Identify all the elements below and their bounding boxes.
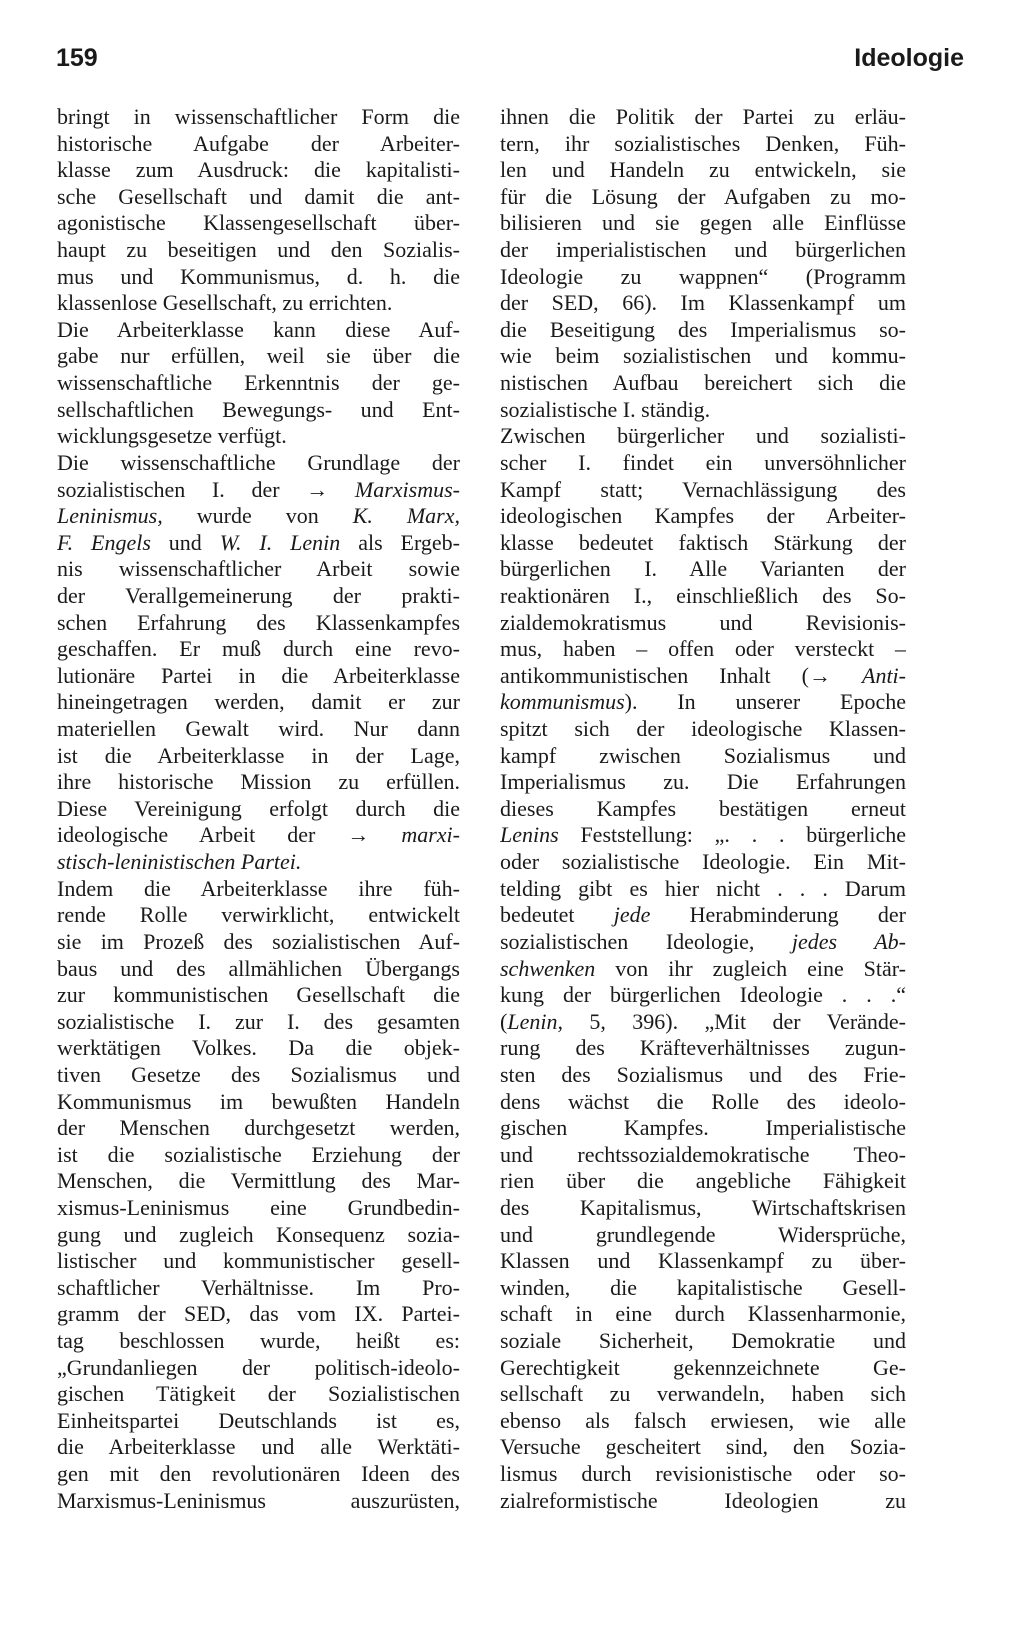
text-line <box>500 1009 906 1036</box>
text-line: oder sozialistische Ideologie. Ein Mit- <box>500 849 906 875</box>
text-line: soziale Sicherheit, Demokratie und <box>500 1328 906 1354</box>
text-line: sozialistische I. zur I. des gesamten <box>57 1008 460 1034</box>
text-line <box>500 663 906 690</box>
text-line: winden, die kapitalistische Gesell- <box>500 1274 906 1300</box>
text-line: ist die sozialistische Erziehung der <box>57 1141 460 1167</box>
text-line: rende Rolle verwirklicht, entwickelt <box>57 902 460 928</box>
text-segment: als Ergeb- <box>340 529 460 555</box>
text-line: scher I. findet ein unversöhnlicher <box>500 449 906 475</box>
text-line: telding gibt es hier nicht . . . Darum <box>500 875 906 901</box>
text-line: materiellen Gewalt wird. Nur dann <box>57 716 460 742</box>
text-line: „Grundanliegen der politisch-ideolo- <box>57 1354 460 1380</box>
text-line: und rechtssozialdemokratische Theo- <box>500 1141 906 1167</box>
text-line: wie beim sozialistischen und kommu- <box>500 343 906 369</box>
text-line: geschaffen. Er muß durch eine revo- <box>57 636 460 662</box>
italic-segment: jedes Ab- <box>791 928 906 954</box>
text-line: historische Aufgabe der Arbeiter- <box>57 130 460 156</box>
text-line: des Kapitalismus, Wirtschaftskrisen <box>500 1194 906 1220</box>
italic-segment: kommunismus <box>500 689 625 715</box>
text-line: Imperialismus zu. Die Erfahrungen <box>500 769 906 795</box>
text-line: Die Arbeiterklasse kann diese Auf- <box>57 316 460 342</box>
italic-segment: schwenken <box>500 955 596 981</box>
italic-segment: F. Engels <box>57 529 151 555</box>
text-line: kampf zwischen Sozialismus und <box>500 742 906 768</box>
text-line: sche Gesellschaft und damit die ant- <box>57 183 460 209</box>
text-line: ebenso als falsch erwiesen, wie alle <box>500 1407 906 1433</box>
italic-segment: Anti- <box>862 662 906 688</box>
text-line: Menschen, die Vermittlung des Mar- <box>57 1168 460 1194</box>
text-line: haupt zu beseitigen und den Sozialis- <box>57 237 460 263</box>
text-line: spitzt sich der ideologische Klassen- <box>500 716 906 742</box>
text-line: rien über die angebliche Fähigkeit <box>500 1168 906 1194</box>
text-line: gischen Kampfes. Imperialistische <box>500 1115 906 1141</box>
text-line: sie im Prozeß des sozialistischen Auf- <box>57 928 460 954</box>
text-line: Die wissenschaftliche Grundlage der <box>57 449 460 475</box>
text-line: der Verallgemeinerung der prakti- <box>57 582 460 608</box>
text-line <box>500 929 906 956</box>
text-line: len und Handeln zu entwickeln, sie <box>500 157 906 183</box>
text-line: schaftlicher Verhältnisse. Im Pro- <box>57 1274 460 1300</box>
text-line: hineingetragen werden, damit er zur <box>57 689 460 715</box>
text-line: listischer und kommunistischer gesell- <box>57 1248 460 1274</box>
text-line: bilisieren und sie gegen alle Einflüsse <box>500 210 906 236</box>
text-line: Einheitspartei Deutschlands ist es, <box>57 1407 460 1433</box>
text-segment: ). In unserer Epoche <box>624 689 906 715</box>
text-line: ihnen die Politik der Partei zu erläu- <box>500 104 906 129</box>
text-line: sellschaftlichen Bewegungs- und Ent- <box>57 396 460 422</box>
text-line: zialdemokratismus und Revisionis- <box>500 609 906 635</box>
text-line: die Arbeiterklasse und alle Werktäti- <box>57 1434 460 1460</box>
text-line: schaft in eine durch Klassenharmonie, <box>500 1301 906 1327</box>
text-line: gramm der SED, das vom IX. Partei- <box>57 1301 460 1327</box>
text-segment: ( <box>500 1008 508 1034</box>
right-text-column <box>500 104 906 1514</box>
text-line: rung des Kräfteverhältnisses zugun- <box>500 1035 906 1061</box>
text-segment: wurde von <box>162 503 353 529</box>
text-line: klasse bedeutet faktisch Stärkung der <box>500 529 906 555</box>
text-line: dieses Kampfes bestätigen erneut <box>500 795 906 821</box>
text-segment: Herabminderung der <box>650 902 906 928</box>
text-line: sellschaft zu verwandeln, haben sich <box>500 1381 906 1407</box>
text-segment: und <box>150 529 220 555</box>
italic-segment: W. I. Lenin <box>219 529 341 555</box>
text-line: Gerechtigkeit gekennzeichnete Ge- <box>500 1354 906 1380</box>
text-line: werktätigen Volkes. Da die objek- <box>57 1035 460 1061</box>
text-line: der imperialistischen und bürgerlichen <box>500 237 906 263</box>
text-line: Diese Vereinigung erfolgt durch die <box>57 795 460 821</box>
italic-segment: jede <box>613 902 651 928</box>
text-line: Kampf statt; Vernachlässigung des <box>500 476 906 502</box>
text-line: mus, haben – offen oder versteckt – <box>500 636 906 662</box>
text-line: und grundlegende Widersprüche, <box>500 1221 906 1247</box>
italic-segment: Leninismus, <box>57 503 163 529</box>
text-line: zur kommunistischen Gesellschaft die <box>57 982 460 1008</box>
page-number: 159 <box>56 44 98 72</box>
text-line: kung der bürgerlichen Ideologie . . .“ <box>500 982 906 1008</box>
text-line: agonistische Klassengesellschaft über- <box>57 210 460 236</box>
text-line: Zwischen bürgerlicher und sozialisti- <box>500 423 906 449</box>
text-line <box>500 956 906 983</box>
italic-segment: stisch-leninistischen Partei. <box>57 849 302 875</box>
left-text-column <box>57 104 460 1514</box>
text-segment: ideologische Arbeit der → <box>57 822 402 848</box>
italic-segment: Lenin, <box>507 1008 563 1034</box>
text-line: gischen Tätigkeit der Sozialistischen <box>57 1381 460 1407</box>
text-line: dens wächst die Rolle des ideolo- <box>500 1088 906 1114</box>
text-line: lutionäre Partei in die Arbeiterklasse <box>57 662 460 688</box>
text-segment: Feststellung: „. . . bürgerliche <box>558 822 906 848</box>
text-line <box>57 849 460 876</box>
text-segment: von ihr zugleich eine Stär- <box>595 955 906 981</box>
text-line: bringt in wissenschaftlicher Form die <box>57 104 460 129</box>
text-line <box>57 822 460 849</box>
text-line: xismus-Leninismus eine Grundbedin- <box>57 1194 460 1220</box>
text-line <box>57 503 460 530</box>
running-head: Ideologie <box>854 44 964 72</box>
text-line: Marxismus-Leninismus auszurüsten, <box>57 1487 460 1513</box>
text-line: der SED, 66). Im Klassenkampf um <box>500 290 906 316</box>
text-line: für die Lösung der Aufgaben zu mo- <box>500 183 906 209</box>
italic-segment: marxi- <box>401 822 460 848</box>
text-line: reaktionären I., einschließlich des So- <box>500 582 906 608</box>
text-line: nistischen Aufbau bereichert sich die <box>500 370 906 396</box>
text-line: tag beschlossen wurde, heißt es: <box>57 1328 460 1354</box>
text-line <box>500 689 906 716</box>
text-line: gabe nur erfüllen, weil sie über die <box>57 343 460 369</box>
text-line: ideologischen Kampfes der Arbeiter- <box>500 503 906 529</box>
text-line <box>500 822 906 849</box>
text-line: Ideologie zu wappnen“ (Programm <box>500 263 906 289</box>
text-line: sten des Sozialismus und des Frie- <box>500 1061 906 1087</box>
text-line: die Beseitigung des Imperialismus so- <box>500 316 906 342</box>
text-line: klassenlose Gesellschaft, zu errichten. <box>57 290 393 316</box>
text-line: tiven Gesetze des Sozialismus und <box>57 1061 460 1087</box>
text-line <box>500 902 906 929</box>
text-segment: bedeutet <box>500 902 614 928</box>
text-line: nis wissenschaftlicher Arbeit sowie <box>57 556 460 582</box>
text-line: wissenschaftliche Erkenntnis der ge- <box>57 370 460 396</box>
text-line: tern, ihr sozialistisches Denken, Füh- <box>500 130 906 156</box>
text-line <box>57 477 460 504</box>
italic-segment: Lenins <box>500 822 559 848</box>
text-line: der Menschen durchgesetzt werden, <box>57 1115 460 1141</box>
text-line: sozialistische I. ständig. <box>500 396 711 422</box>
text-line: Klassen und Klassenkampf zu über- <box>500 1248 906 1274</box>
text-line: Indem die Arbeiterklasse ihre füh- <box>57 875 460 901</box>
text-line: bürgerlichen I. Alle Varianten der <box>500 556 906 582</box>
text-line: wicklungsgesetze verfügt. <box>57 423 287 449</box>
text-line <box>57 530 460 557</box>
text-line: gen mit den revolutionären Ideen des <box>57 1461 460 1487</box>
text-line: schen Erfahrung des Klassenkampfes <box>57 609 460 635</box>
text-line: zialreformistische Ideologien zu <box>500 1487 906 1513</box>
page-header <box>56 44 964 84</box>
text-line: ihre historische Mission zu erfüllen. <box>57 769 460 795</box>
text-segment: sozialistischen Ideologie, <box>500 928 792 954</box>
text-segment: 5, 396). „Mit der Verände- <box>562 1008 906 1034</box>
text-line: mus und Kommunismus, d. h. die <box>57 263 460 289</box>
text-line: klasse zum Ausdruck: die kapitalisti- <box>57 157 460 183</box>
text-line: lismus durch revisionistische oder so- <box>500 1461 906 1487</box>
italic-segment: K. Marx, <box>352 503 460 529</box>
text-line: baus und des allmählichen Übergangs <box>57 955 460 981</box>
text-line: Versuche gescheitert sind, den Sozia- <box>500 1434 906 1460</box>
text-line: gung und zugleich Konsequenz sozia- <box>57 1221 460 1247</box>
text-line: Kommunismus im bewußten Handeln <box>57 1088 460 1114</box>
italic-segment: Marxismus- <box>354 476 460 502</box>
text-line: ist die Arbeiterklasse in der Lage, <box>57 742 460 768</box>
text-segment: sozialistischen I. der → <box>57 476 355 502</box>
text-segment: antikommunistischen Inhalt (→ <box>500 662 862 688</box>
